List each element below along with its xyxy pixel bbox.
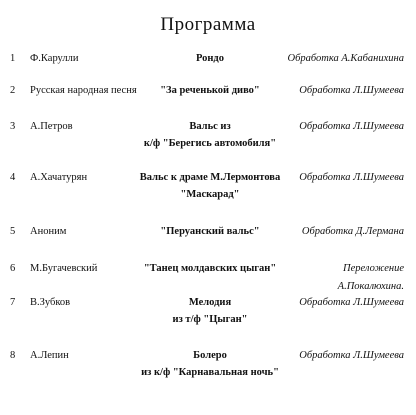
item-arrangement: Обработка Л.Шумеева <box>299 172 404 183</box>
item-arrangement: Обработка Л.Шумеева <box>299 350 404 361</box>
item-arrangement: Обработка А.Кабанихина <box>287 53 404 64</box>
item-piece-line2: из т/ф "Цыган" <box>172 314 248 325</box>
item-composer: А.Хачатурян <box>30 172 88 183</box>
item-composer: Ф.Карулли <box>30 53 79 64</box>
item-arrangement: Переложение <box>343 263 404 274</box>
item-number: 6 <box>10 263 16 274</box>
item-composer: Русская народная песня <box>30 85 137 96</box>
item-arrangement: Обработка Л.Шумеева <box>299 121 404 132</box>
item-piece-line2: к/ф "Берегись автомобиля" <box>143 138 277 149</box>
page-title: Программа <box>160 14 256 35</box>
item-composer: А.Лепин <box>30 350 69 361</box>
item-number: 8 <box>10 350 16 361</box>
item-composer: Аноним <box>30 226 67 237</box>
item-arrangement: Обработка Л.Шумеева <box>299 85 404 96</box>
item-number: 1 <box>10 53 16 64</box>
item-piece: Вальс к драме М.Лермонтова <box>139 172 281 183</box>
item-piece-line2: из к/ф "Карнавальная ночь" <box>141 367 279 378</box>
item-composer: А.Петров <box>30 121 73 132</box>
item-composer: В.Зубков <box>30 297 71 308</box>
item-piece: "Танец молдавских цыган" <box>143 263 277 274</box>
item-piece: "За реченькой диво" <box>160 85 260 96</box>
item-number: 2 <box>10 85 16 96</box>
item-arrangement: Обработка Л.Шумеева <box>299 297 404 308</box>
item-number: 4 <box>10 172 16 183</box>
item-piece: Мелодия <box>188 297 232 308</box>
item-piece: Болеро <box>193 350 227 361</box>
item-number: 3 <box>10 121 16 132</box>
item-arrangement-line2: А.Покалюхина. <box>337 281 404 292</box>
item-piece: Вальс из <box>189 121 231 132</box>
item-number: 7 <box>10 297 16 308</box>
item-piece: "Перуанский вальс" <box>160 226 260 237</box>
item-number: 5 <box>10 226 16 237</box>
item-piece: Рондо <box>195 53 224 64</box>
item-composer: М.Бугачевский <box>30 263 98 274</box>
item-arrangement: Обработка Д.Лермана <box>301 226 404 237</box>
item-piece-line2: "Маскарад" <box>180 189 240 200</box>
